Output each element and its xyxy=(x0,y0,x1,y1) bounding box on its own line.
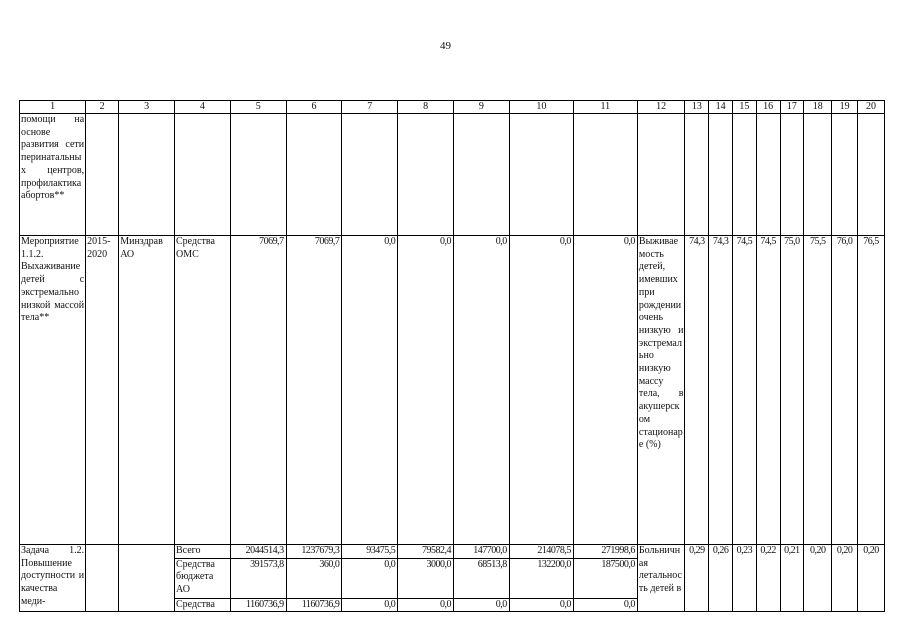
header-cell: 10 xyxy=(509,101,573,114)
header-cell: 3 xyxy=(119,101,175,114)
value-cell: 391573,8 xyxy=(230,558,286,598)
value-cell: 0,0 xyxy=(398,236,454,545)
value-cell: 0,0 xyxy=(342,558,398,598)
value-cell: 0,0 xyxy=(398,598,454,612)
value-cell: 1237679,3 xyxy=(286,545,342,559)
indicator-value: 0,20 xyxy=(857,545,884,612)
indicator-value: 0,20 xyxy=(804,545,832,612)
funding-source: Средства бюджета АО xyxy=(175,558,231,598)
value-cell: 79582,4 xyxy=(398,545,454,559)
program-table xyxy=(19,100,885,612)
indicator-value: 74,3 xyxy=(685,236,709,545)
value-cell: 0,0 xyxy=(573,598,637,612)
table-row xyxy=(20,114,885,236)
indicator-value: 74,3 xyxy=(709,236,733,545)
task-name: Задача 1.2. Повышение доступности и качества меди- xyxy=(20,545,86,612)
value-cell: 0,0 xyxy=(342,598,398,612)
header-cell: 5 xyxy=(230,101,286,114)
indicator-value: 0,20 xyxy=(832,545,858,612)
header-cell: 6 xyxy=(286,101,342,114)
header-cell: 16 xyxy=(756,101,780,114)
value-cell: 0,0 xyxy=(453,598,509,612)
funding-source: Средства ОМС xyxy=(175,236,231,545)
indicator-value: 0,26 xyxy=(709,545,733,612)
value-cell: 1160736,9 xyxy=(230,598,286,612)
header-cell: 9 xyxy=(453,101,509,114)
table-row xyxy=(20,545,885,559)
value-cell: 271998,6 xyxy=(573,545,637,559)
indicator-value: 76,5 xyxy=(857,236,884,545)
value-cell: 2044514,3 xyxy=(230,545,286,559)
indicator-value: 75,5 xyxy=(804,236,832,545)
value-cell: 0,0 xyxy=(453,236,509,545)
indicator-value: 74,5 xyxy=(756,236,780,545)
value-cell: 93475,5 xyxy=(342,545,398,559)
header-cell: 20 xyxy=(857,101,884,114)
indicator-value: 75,0 xyxy=(780,236,804,545)
indicator-name: Больничная летальность детей в xyxy=(637,545,685,612)
indicator-value: 74,5 xyxy=(732,236,756,545)
executor: Минздрав АО xyxy=(119,236,175,545)
value-cell: 132200,0 xyxy=(509,558,573,598)
value-cell: 0,0 xyxy=(573,236,637,545)
indicator-value: 76,0 xyxy=(832,236,858,545)
value-cell: 360,0 xyxy=(286,558,342,598)
value-cell: 68513,8 xyxy=(453,558,509,598)
header-cell: 1 xyxy=(20,101,86,114)
funding-source: Всего xyxy=(175,545,231,559)
header-cell: 11 xyxy=(573,101,637,114)
indicator-value: 0,23 xyxy=(732,545,756,612)
value-cell: 3000,0 xyxy=(398,558,454,598)
header-cell: 18 xyxy=(804,101,832,114)
header-cell: 19 xyxy=(832,101,858,114)
value-cell: 214078,5 xyxy=(509,545,573,559)
table-row xyxy=(20,236,885,545)
value-cell: 187500,0 xyxy=(573,558,637,598)
header-cell: 4 xyxy=(175,101,231,114)
header-cell: 2 xyxy=(86,101,119,114)
value-cell: 147700,0 xyxy=(453,545,509,559)
header-cell: 13 xyxy=(685,101,709,114)
funding-source: Средства xyxy=(175,598,231,612)
header-cell: 12 xyxy=(637,101,685,114)
indicator-value: 0,21 xyxy=(780,545,804,612)
value-cell: 0,0 xyxy=(509,598,573,612)
value-cell: 0,0 xyxy=(342,236,398,545)
header-cell: 14 xyxy=(709,101,733,114)
indicator-name: Выживаемость детей, имевших при рождении очень низкую и экстремально низкую массу тела, в акушерском стационаре (%) xyxy=(637,236,685,545)
indicator-value: 0,29 xyxy=(685,545,709,612)
activity-name: Мероприятие 1.1.2. Выхаживание детей с экстремально низкой массой тела** xyxy=(20,236,86,545)
activity-name: помощи на основе развития сети перинатальных центров, профилактика абортов** xyxy=(20,114,86,236)
header-cell: 17 xyxy=(780,101,804,114)
header-cell: 8 xyxy=(398,101,454,114)
page-number: 49 xyxy=(440,40,451,52)
value-cell: 7069,7 xyxy=(230,236,286,545)
value-cell: 0,0 xyxy=(509,236,573,545)
value-cell: 1160736,9 xyxy=(286,598,342,612)
header-cell: 15 xyxy=(732,101,756,114)
header-row xyxy=(20,101,885,114)
indicator-value: 0,22 xyxy=(756,545,780,612)
value-cell: 7069,7 xyxy=(286,236,342,545)
header-cell: 7 xyxy=(342,101,398,114)
period: 2015-2020 xyxy=(86,236,119,545)
